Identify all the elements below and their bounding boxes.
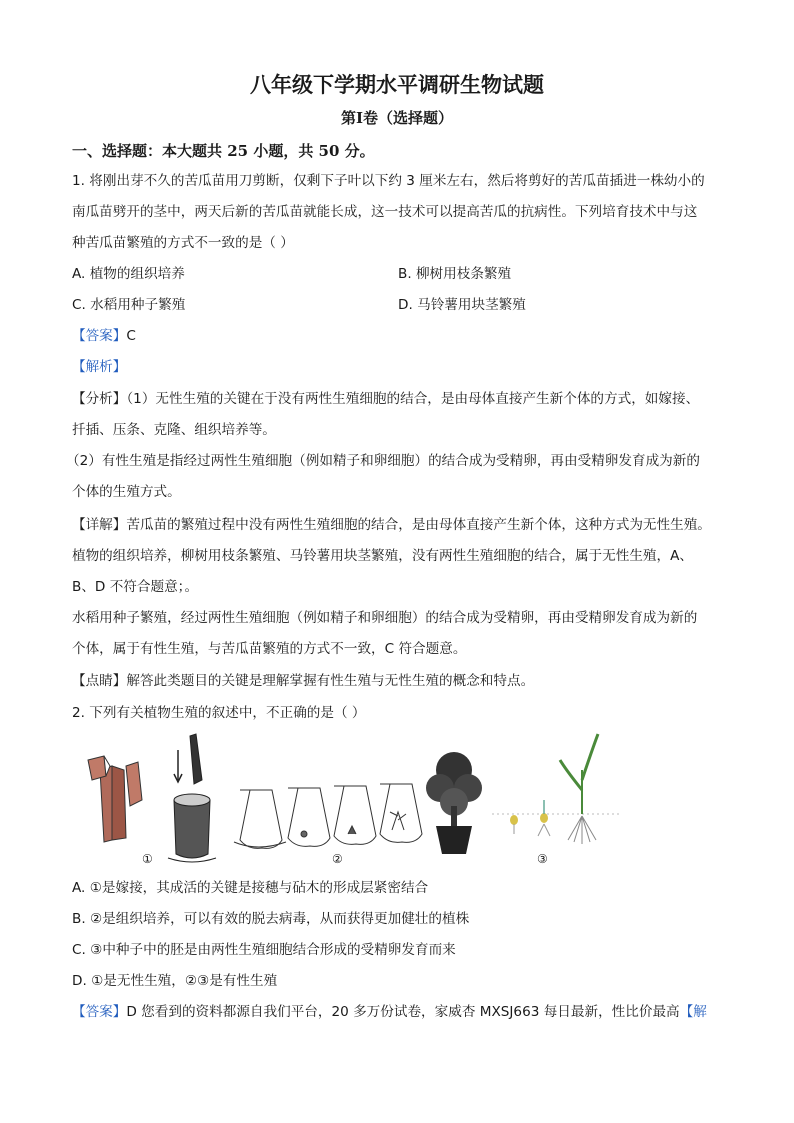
answer-tag: 【答案】 [72,328,127,344]
q1-xiangjie-line-2: 植物的组织培养，柳树用枝条繁殖、马铃薯用块茎繁殖，没有两性生殖细胞的结合，属于无性生殖，A、 [72,548,694,564]
potted-plant-illustration [426,752,482,854]
dianjing-text: 解答此类题目的关键是理解掌握有性生殖与无性生殖的概念和特点。 [126,673,535,689]
fenxi-text: （1）无性生殖的关键在于没有两性生殖细胞的结合，是由母体直接产生新个体的方式，如嫁接、 [126,391,700,407]
seed-germination-illustration [492,734,622,844]
q2-option-a: A. ①是嫁接，其成活的关键是接穗与砧木的形成层紧密结合 [72,880,429,896]
q2-option-d: D. ①是无性生殖，②③是有性生殖 [72,973,278,989]
q1-fenxi-line-3: （2）有性生殖是指经过两性生殖细胞（例如精子和卵细胞）的结合成为受精卵，再由受精卵发育成为新的 [66,453,700,469]
q1-stem-line-2: 南瓜苗劈开的茎中，两天后新的苦瓜苗就能长成，这一技术可以提高苦瓜的抗病性。下列培育技术中与这 [72,204,698,220]
answer-line: D 您看到的资料都源自我们平台，20 多万份试卷，家威杏 MXSJ663 每日最新，性比价最高 [126,1004,680,1020]
q2-option-c: C. ③中种子中的胚是由两性生殖细胞结合形成的受精卵发育而来 [72,942,456,958]
tissue-culture-illustration [234,784,422,848]
q1-fenxi-line-4: 个体的生殖方式。 [72,484,181,500]
section-heading: 一、选择题：本大题共 25 小题，共 50 分。 [72,142,375,160]
page-title: 八年级下学期水平调研生物试题 [250,72,544,97]
q1-option-c: C. 水稻用种子繁殖 [72,297,186,313]
page-subtitle: 第Ⅰ卷（选择题） [340,109,454,127]
figure-label-1: ① [142,852,153,866]
answer-value: C [126,328,136,344]
q2-figure [82,730,622,870]
q1-analysis-tag: 【解析】 [72,359,127,375]
grafting-illustration [88,756,142,842]
q2-option-b: B. ②是组织培养，可以有效的脱去病毒，从而获得更加健壮的植株 [72,911,470,927]
plant-reproduction-illustration [82,730,622,870]
figure-label-2: ② [332,852,343,866]
q1-xiangjie-line-1 [72,515,711,535]
q1-stem-line-1: 1. 将刚出芽不久的苦瓜苗用刀剪断，仅剩下子叶以下约 3 厘米左右，然后将剪好的苦瓜苗插进一株幼小的 [72,173,705,189]
q1-xiangjie-line-5: 个体，属于有性生殖，与苦瓜苗繁殖的方式不一致，C 符合题意。 [72,641,467,657]
q1-fenxi-line-1 [72,389,699,409]
xiangjie-text: 苦瓜苗的繁殖过程中没有两性生殖细胞的结合，是由母体直接产生新个体，这种方式为无性生殖。 [126,517,711,533]
q1-answer [72,326,136,346]
q1-xiangjie-line-4: 水稻用种子繁殖，经过两性生殖细胞（例如精子和卵细胞）的结合成为受精卵，再由受精卵发育成为新的 [72,610,698,626]
xiangjie-tag: 【详解】 [72,517,127,533]
q2-answer [72,1002,707,1022]
q1-option-b: B. 柳树用枝条繁殖 [398,266,512,282]
graft-stock-illustration [168,734,216,862]
q1-stem-line-3: 种苦瓜苗繁殖的方式不一致的是（ ） [72,235,294,251]
figure-label-3: ③ [537,852,548,866]
fenxi-tag: 【分析】 [72,391,127,407]
dianjing-tag: 【点睛】 [72,673,127,689]
q1-option-d: D. 马铃薯用块茎繁殖 [398,297,526,313]
answer-tag: 【答案】 [72,1004,127,1020]
q1-dianjing [72,671,534,691]
answer-tail: 【解 [679,1004,707,1020]
q1-xiangjie-line-3: B、D 不符合题意；。 [72,579,199,595]
q1-option-a: A. 植物的组织培养 [72,266,185,282]
q2-stem: 2. 下列有关植物生殖的叙述中，不正确的是（ ） [72,705,366,721]
q1-fenxi-line-2: 扦插、压条、克隆、组织培养等。 [72,422,276,438]
